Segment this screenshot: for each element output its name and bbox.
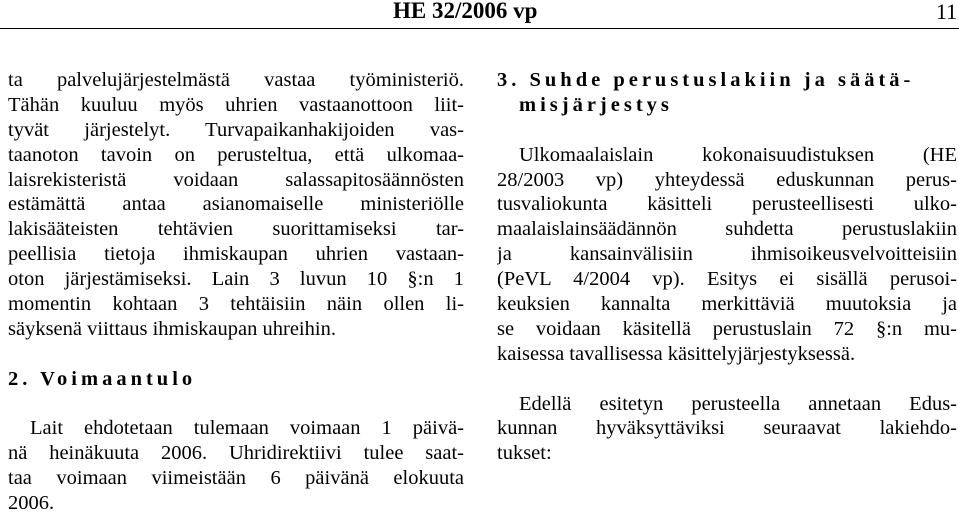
text-line: maalaislainsäädännön suhdetta perustuslakiin (497, 218, 957, 241)
paragraph-proposals (497, 392, 957, 467)
text-line: laisrekisteristä voidaan salassapitosäännösten (8, 168, 464, 191)
section-heading-constitution (497, 68, 957, 118)
text-line: tyvät järjestelyt. Turvapaikanhakijoiden vas- (8, 118, 464, 141)
left-column (8, 68, 464, 516)
text-line: lakisääteisten tehtävien suorittamiseksi tar- (8, 218, 464, 241)
text-line: nä heinäkuuta 2006. Uhridirektiivi tulee saat- (8, 442, 464, 465)
paragraph-constitution (497, 143, 957, 367)
text-line: peellisia tietoja ihmiskaupan uhrien vastaan- (8, 243, 464, 266)
text-line: Lait ehdotetaan tulemaan voimaan 1 päivä- (30, 417, 464, 440)
text-line: taanoton tavoin on perusteltua, että ulkomaa- (8, 143, 464, 166)
paragraph-service-system (8, 68, 464, 342)
text-line: (PeVL 4/2004 vp). Esitys ei sisällä perusoi- (497, 268, 957, 291)
text-line: kunnan hyväksyttäviksi seuraavat lakiehdo- (497, 417, 957, 440)
text-line: keuksien kannalta merkittäviä muutoksia ja (497, 293, 957, 316)
document-id: HE 32/2006 vp (393, 0, 538, 23)
text-line: se voidaan käsitellä perustuslain 72 §:n mu- (497, 317, 957, 340)
spacer (497, 118, 957, 143)
paragraph-entry-into-force (8, 416, 464, 516)
text-line: 2006. (8, 492, 55, 515)
text-line: 28/2003 vp) yhteydessä eduskunnan perus- (497, 168, 957, 191)
text-line: estämättä antaa asianomaiselle ministeriölle (8, 193, 464, 216)
text-line: tusvaliokunta käsitteli perusteellisesti ulko- (497, 193, 957, 216)
heading-line: misjärjestys (519, 93, 673, 116)
text-line: taa voimaan viimeistään 6 päivänä elokuuta (8, 467, 464, 490)
text-line: Edellä esitetyn perusteella annetaan Edus- (519, 392, 957, 415)
heading-line: 3. Suhde perustuslakiin ja säätä- (497, 69, 915, 91)
page-number: 11 (936, 0, 958, 24)
text-line: ta palvelujärjestelmästä vastaa työministeriö. (8, 69, 464, 91)
text-line: ja kansainvälisiin ihmisoikeusvelvoitteisiin (497, 243, 957, 266)
section-heading-entry-into-force: 2. Voimaantulo (8, 367, 197, 390)
text-line: Tähän kuuluu myös uhrien vastaanottoon liit- (8, 93, 464, 116)
text-line: momentin kohtaan 3 tehtäisiin näin ollen li- (8, 293, 464, 316)
header-divider (0, 28, 959, 29)
spacer (497, 367, 957, 392)
text-line: oton järjestämiseksi. Lain 3 luvun 10 §:n 1 (8, 268, 464, 291)
spacer (8, 392, 464, 417)
text-line: säyksenä viittaus ihmiskaupan uhreihin. (8, 317, 336, 340)
text-line: Ulkomaalaislain kokonaisuudistuksen (HE (519, 143, 957, 166)
right-column (497, 68, 957, 466)
text-line: kaisessa tavallisessa käsittelyjärjestyksessä. (497, 342, 856, 365)
text-line: tukset: (497, 442, 552, 465)
spacer (8, 342, 464, 367)
